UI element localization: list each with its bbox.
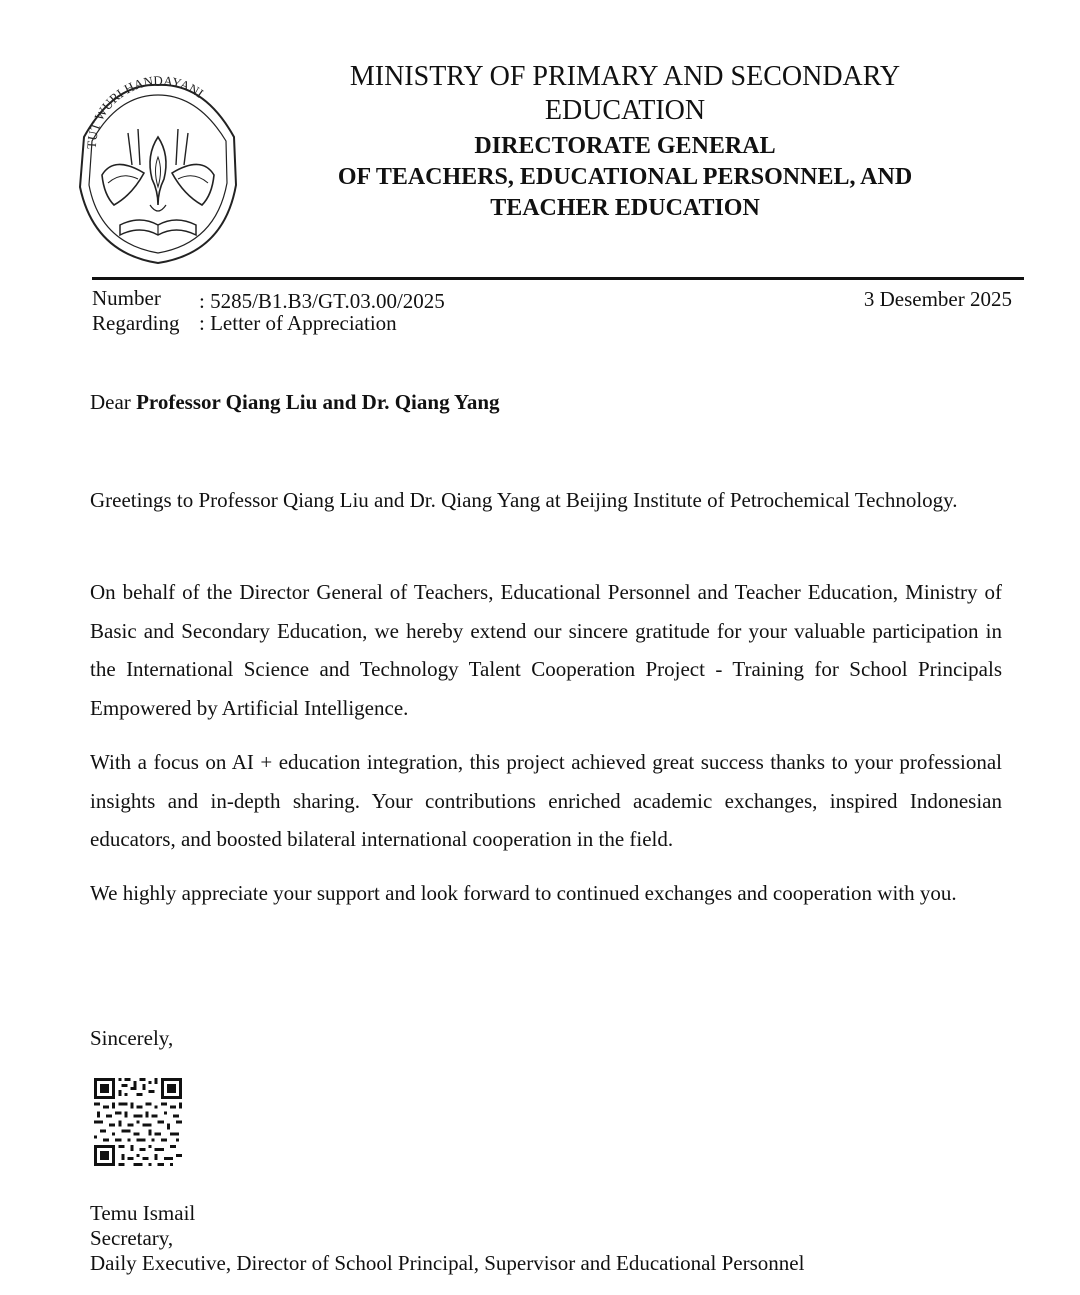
signatory-title-1: Secretary, [90,1226,174,1250]
directorate-line-2: OF TEACHERS, EDUCATIONAL PERSONNEL, AND [337,164,913,190]
salutation-recipients: Professor Qiang Liu and Dr. Qiang Yang [136,390,500,414]
regarding-value: : Letter of Appreciation [199,311,397,335]
letter-date: 3 Desember 2025 [863,287,1012,311]
ministry-heading [290,60,960,128]
signatory-title-2: Daily Executive, Director of School Principal, Supervisor and Educational Personnel [90,1251,805,1275]
body-paragraph-3: With a focus on AI + education integration, this project achieved great success thanks to your professional insights and in-depth sharing. Your contributions enriched academic exchanges, inspired Indonesian educators, and boosted bilateral international cooperation in the field. [90,750,1002,852]
logo-motto-text: TUT WURI HANDAYANI [83,75,207,150]
closing: Sincerely, [90,1026,174,1050]
qr-code [94,1078,182,1166]
regarding-label: Regarding [92,311,180,335]
body-paragraph-2: On behalf of the Director General of Teachers, Educational Personnel and Teacher Education, Ministry of Basic and Secondary Education, we hereby extend our sincere gratitude for your valuable participation in the International Science and Technology Talent Cooperation Project - Training for School Principals Empowered by Artificial Intelligence. [90,580,1002,720]
ministry-line-1: MINISTRY OF PRIMARY AND SECONDARY [349,61,901,92]
directorate-line-3: TEACHER EDUCATION [490,195,760,221]
salutation [90,390,500,415]
signatory-name: Temu Ismail [90,1201,196,1225]
directorate-heading [290,131,960,224]
number-value: : 5285/B1.B3/GT.03.00/2025 [199,289,445,313]
directorate-line-1: DIRECTORATE GENERAL [474,133,776,159]
salutation-prefix: Dear [90,390,131,414]
letterhead-divider [92,277,1024,280]
tut-wuri-handayani-logo [74,75,242,267]
ministry-line-2: EDUCATION [544,95,706,126]
number-label: Number [92,286,161,310]
body-paragraph-1: Greetings to Professor Qiang Liu and Dr. Qiang Yang at Beijing Institute of Petrochemical Technology. [90,488,958,512]
body-paragraph-4: We highly appreciate your support and look forward to continued exchanges and cooperation with you. [90,881,957,905]
